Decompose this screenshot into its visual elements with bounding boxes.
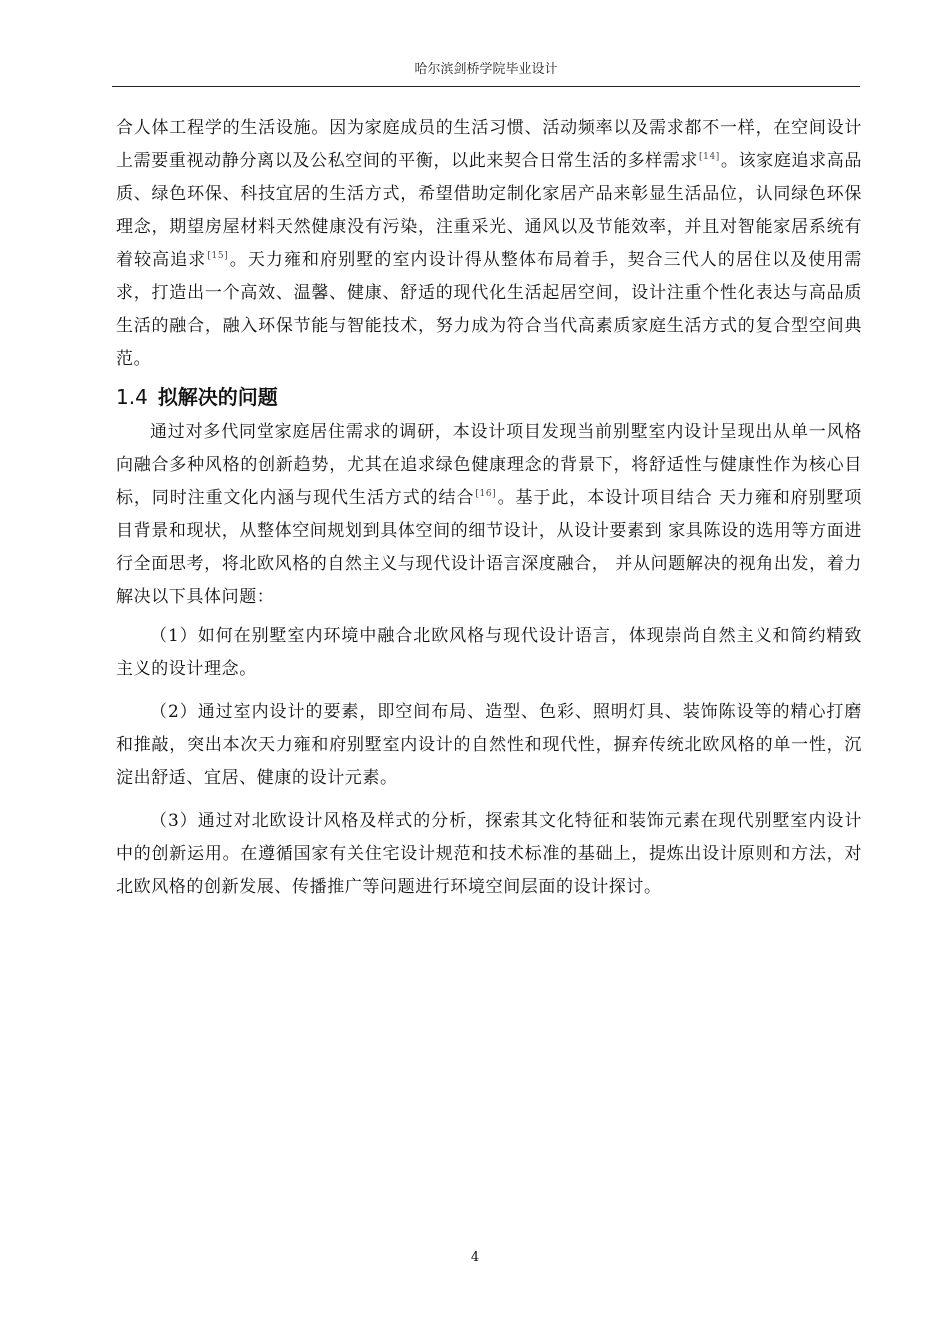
paragraph-intro <box>116 416 862 614</box>
section-number: 1.4 <box>116 385 148 409</box>
paragraph-continuation <box>116 112 862 376</box>
page-body <box>116 112 862 914</box>
citation-marker: [14] <box>699 152 720 163</box>
paragraph-text: 通过对多代同堂家庭居住需求的调研，本设计项目发现当前别墅室内设计呈现出从单一风格向融合多种风格的创新趋势，尤其在追求绿色健康理念的背景下，将舒适性与健康性作为核心目标，同时注重文化内涵与现代生活方式的结合 <box>116 422 862 508</box>
problem-item: （2）通过室内设计的要素，即空间布局、造型、色彩、照明灯具、装饰陈设等的精心打磨和推敲，突出本次天力雍和府别墅室内设计的自然性和现代性，摒弃传统北欧风格的单一性，沉淀出舒适、宜居、健康的设计元素。 <box>116 702 862 788</box>
section-title: 拟解决的问题 <box>157 385 278 409</box>
header-divider <box>112 86 860 87</box>
page-number: 4 <box>470 1250 480 1265</box>
citation-marker: [16] <box>475 489 497 500</box>
paragraph-text: 合人体工程学的生活设施。因为家庭成员的生活习惯、活动频率以及需求都不一样，在空间设计上需要重视动静分离以及公私空间的平衡，以此来契合日常生活的多样需求 <box>116 118 862 171</box>
problem-item: （1）如何在别墅室内环境中融合北欧风格与现代设计语言，体现崇尚自然主义和简约精致主义的设计理念。 <box>116 626 862 679</box>
citation-marker: [15] <box>207 251 229 262</box>
section-heading <box>116 380 862 414</box>
paragraph-text: 。该家庭追求高品质、绿色环保、科技宜居的生活方式，希望借助定制化家居产品来彰显生活品位，认同绿色环保理念，期望房屋材料天然健康没有污染，注重采光、通风以及节能效率，并且对智能家居系统有着较高追求 <box>116 151 862 270</box>
problem-item: （3）通过对北欧设计风格及样式的分析，探索其文化特征和装饰元素在现代别墅室内设计中的创新运用。在遵循国家有关住宅设计规范和技术标准的基础上，提炼出设计原则和方法，对北欧风格的创新发展、传播推广等问题进行环境空间层面的设计探讨。 <box>116 811 862 897</box>
paragraph-text: 。天力雍和府别墅的室内设计得从整体布局着手，契合三代人的居住以及使用需求，打造出一个高效、温馨、健康、舒适的现代化生活起居空间，设计注重个性化表达与高品质生活的融合，融入环保节能与智能技术，努力成为符合当代高素质家庭生活方式的复合型空间典范。 <box>116 250 862 369</box>
page-header-title: 哈尔滨剑桥学院毕业设计 <box>414 62 558 77</box>
paragraph-text: 。基于此，本设计项目结合 天力雍和府别墅项目背景和现状，从整体空间规划到具体空间的细节设计，从设计要素到 家具陈设的选用等方面进行全面思考，将北欧风格的自然主义与现代设计语言深度融合， 并从问题解决的视角出发，着力解决以下具体问题： <box>116 488 862 607</box>
